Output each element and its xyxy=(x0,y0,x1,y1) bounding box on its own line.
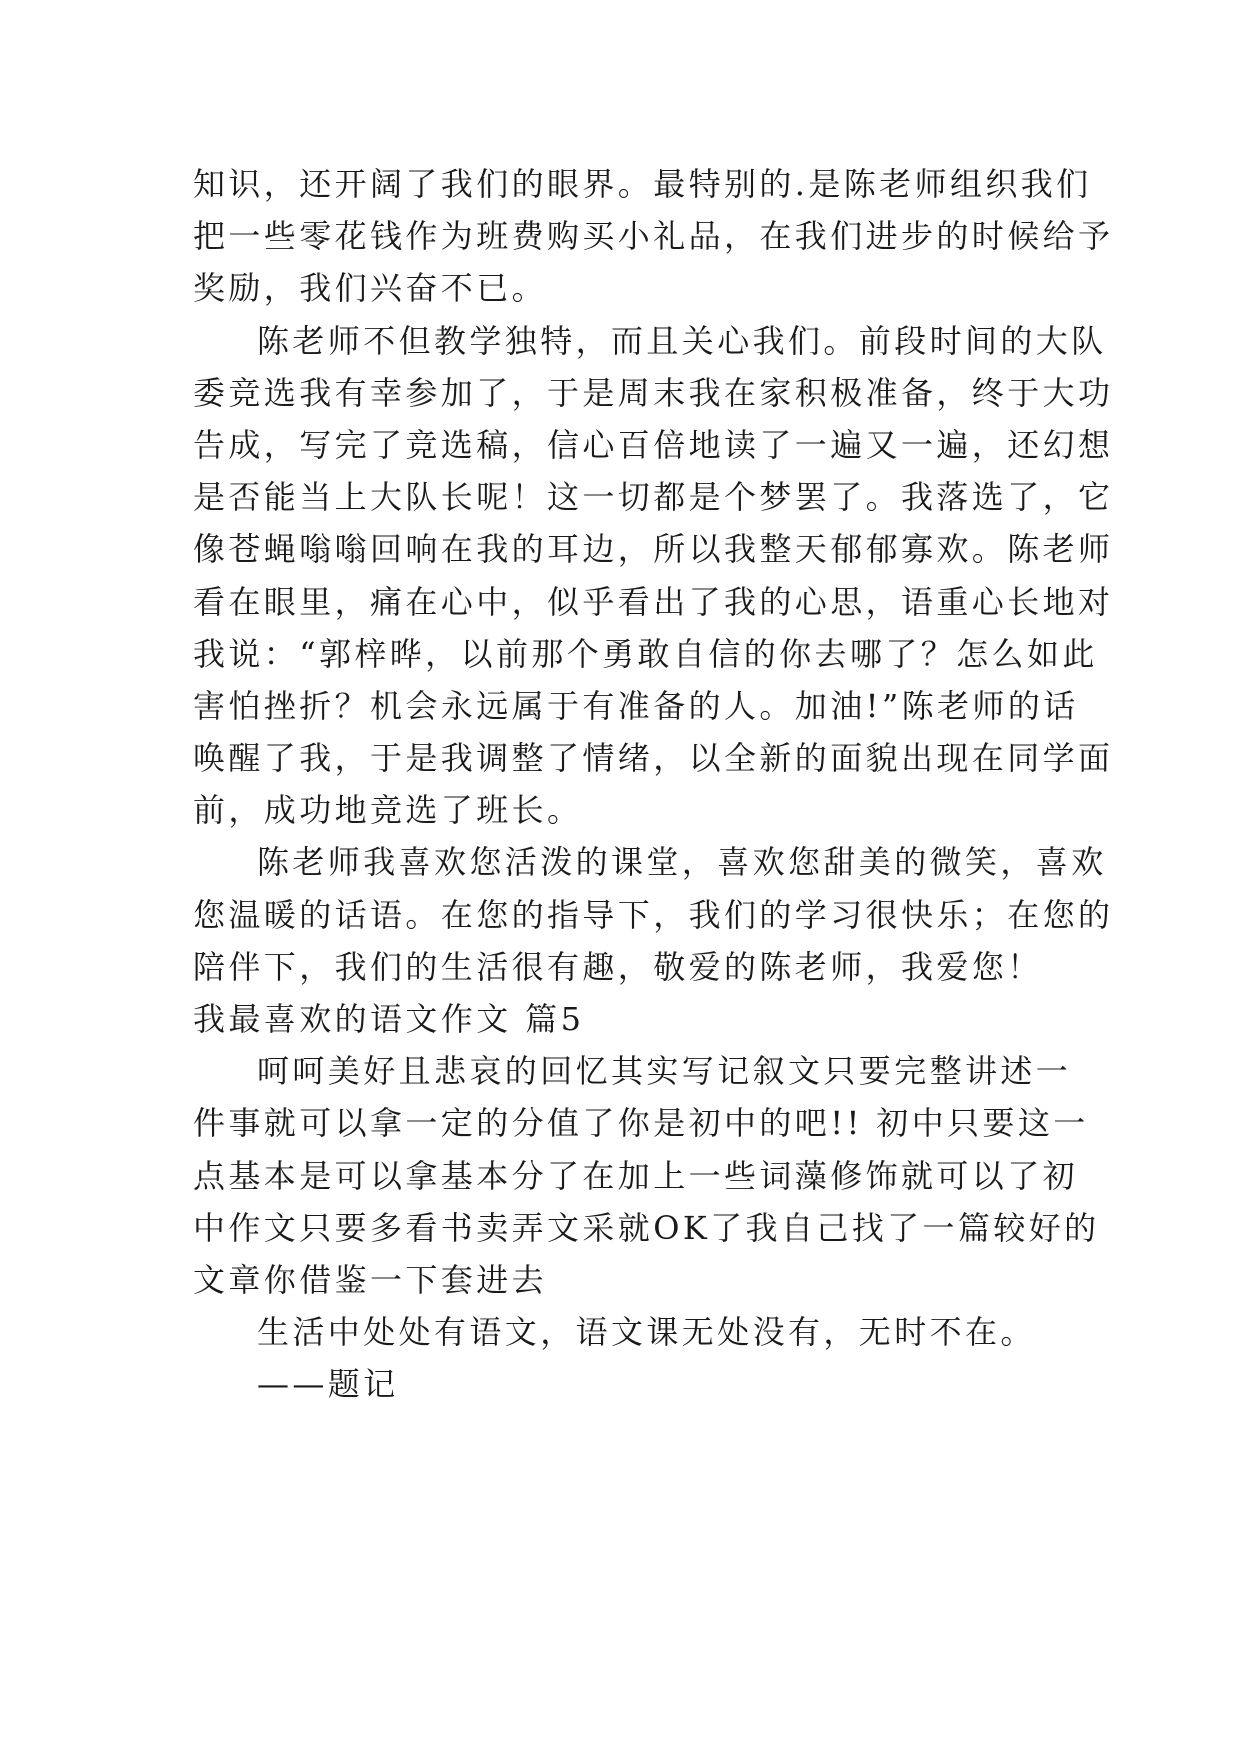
section-heading-text: 我最喜欢的语文作文 篇5 xyxy=(193,1000,585,1038)
text-line: 知识，还开阔了我们的眼界。最特别的.是陈老师组织我们 xyxy=(193,165,1092,203)
paragraph-5 xyxy=(193,1306,1053,1358)
paragraph-6 xyxy=(193,1358,1053,1410)
text-line: 件事就可以拿一定的分值了你是初中的吧!! 初中只要这一 xyxy=(193,1104,1089,1143)
text-line: 文章你借鉴一下套进去 xyxy=(193,1260,548,1299)
text-line: 呵呵美好且悲哀的回忆其实写记叙文只要完整讲述一 xyxy=(257,1052,1072,1091)
text-line: 看在眼里，痛在心中，似乎看出了我的心思，语重心长地对 xyxy=(193,582,1114,621)
paragraph-2 xyxy=(193,315,1114,837)
text-line: 像苍蝇嗡嗡回响在我的耳边，所以我整天郁郁寡欢。陈老师 xyxy=(193,530,1114,569)
text-line: 您温暖的话语。在您的指导下，我们的学习很快乐；在您的 xyxy=(193,895,1114,934)
paragraph-4 xyxy=(193,1045,1100,1306)
text-line: 点基本是可以拿基本分了在加上一些词藻修饰就可以了初 xyxy=(193,1156,1079,1195)
document-page xyxy=(193,158,1114,1411)
text-line: 前，成功地竞选了班长。 xyxy=(193,791,583,830)
text-line: 是否能当上大队长呢！这一切都是个梦罢了。我落选了，它 xyxy=(193,478,1114,517)
text-line: 陪伴下，我们的生活很有趣，敬爱的陈老师，我爱您！ xyxy=(193,947,1043,986)
paragraph-3 xyxy=(193,836,1114,993)
text-line: 唤醒了我，于是我调整了情绪，以全新的面貌出现在同学面 xyxy=(193,739,1114,778)
text-line: 中作文只要多看书卖弄文采就OK了我自己找了一篇较好的 xyxy=(193,1208,1100,1247)
text-line: 害怕挫折？机会永远属于有准备的人。加油!”陈老师的话 xyxy=(193,686,1079,725)
text-line: 告成，写完了竞选稿，信心百倍地读了一遍又一遍，还幻想 xyxy=(193,425,1114,464)
paragraph-1-continued xyxy=(193,158,1114,315)
text-line: 奖励，我们兴奋不已。 xyxy=(193,269,548,308)
text-line: 把一些零花钱作为班费购买小礼品，在我们进步的时候给予 xyxy=(193,217,1114,256)
text-line: 陈老师我喜欢您活泼的课堂，喜欢您甜美的微笑，喜欢 xyxy=(257,843,1107,882)
text-line: 委竞选我有幸参加了，于是周末我在家积极准备，终于大功 xyxy=(193,373,1114,412)
text-line: 我说：“郭梓晔，以前那个勇敢自信的你去哪了？怎么如此 xyxy=(193,634,1098,673)
text-line: ——题记 xyxy=(257,1365,399,1404)
text-line: 陈老师不但教学独特，而且关心我们。前段时间的大队 xyxy=(257,321,1107,360)
text-line: 生活中处处有语文，语文课无处没有，无时不在。 xyxy=(257,1313,1036,1352)
section-heading xyxy=(193,993,1053,1045)
